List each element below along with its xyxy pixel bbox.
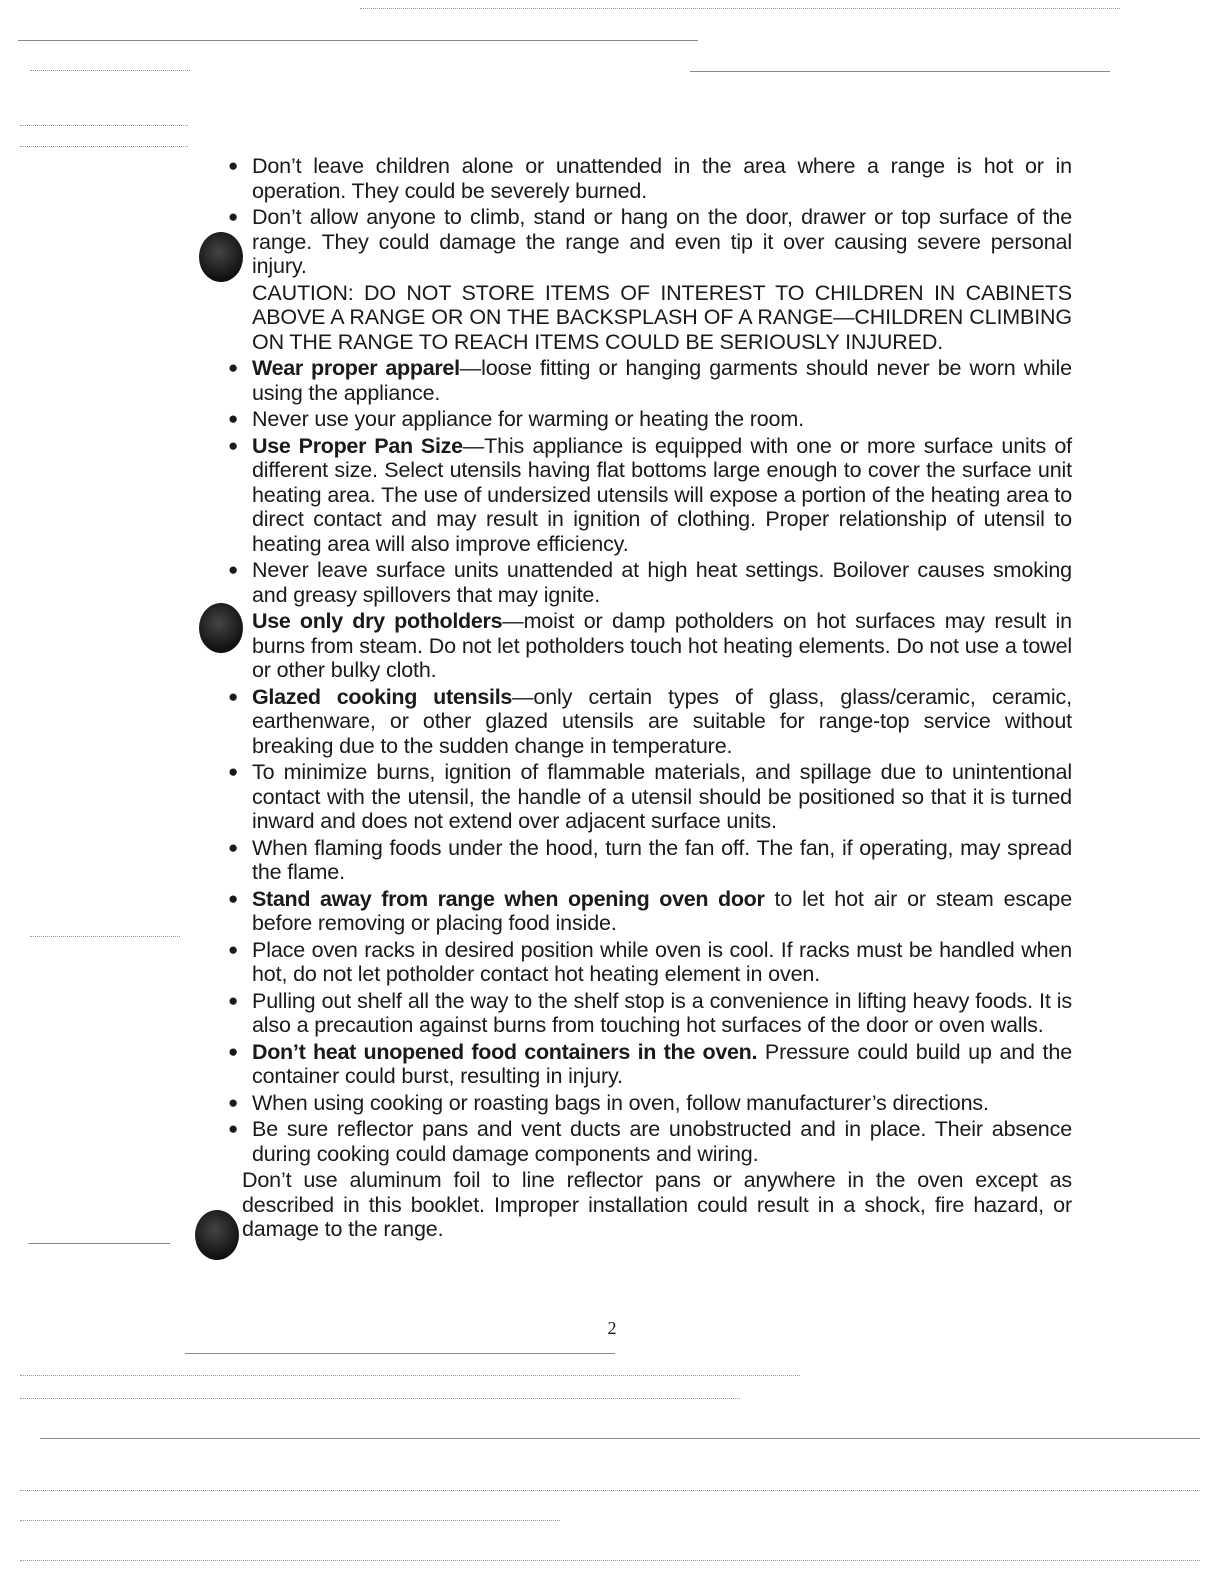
item-text: To minimize burns, ignition of flammable materials, and spillage due to unintentional contact with the utensil, the handle of a utensil should be positioned so that it is turned inward and does not extend over adjacent surface units. bbox=[252, 760, 1072, 833]
scan-artifact-line bbox=[20, 1398, 740, 1399]
bullet-icon: ● bbox=[228, 156, 239, 175]
item-text: Place oven racks in desired position while oven is cool. If racks must be handled when hot, do not let potholder contact hot heating element in oven. bbox=[252, 937, 1072, 986]
item-text: Never leave surface units unattended at high heat settings. Boilover causes smoking and greasy spillovers that may ignite. bbox=[252, 558, 1072, 607]
bullet-icon: ● bbox=[228, 939, 239, 959]
scan-artifact-line bbox=[360, 8, 1120, 9]
continuation-paragraph: Don’t use aluminum foil to line reflector pans or anywhere in the oven except as described in this booklet. Improper installation could result in a shock, fire hazard, or damage to the range. bbox=[242, 1168, 1072, 1241]
list-item bbox=[226, 938, 1072, 987]
bullet-icon: ● bbox=[228, 762, 239, 781]
scan-artifact-line bbox=[185, 1353, 615, 1354]
item-text: Don’t allow anyone to climb, stand or hang on the door, drawer or top surface of the range. They could damage the range and even tip it over causing severe personal injury. bbox=[252, 205, 1072, 278]
list-item bbox=[226, 836, 1072, 885]
bullet-icon: ● bbox=[228, 1041, 239, 1061]
item-text: Pressure could build up and the container could burst, resulting in injury. bbox=[252, 1039, 1073, 1088]
item-lead: Wear proper apparel bbox=[252, 356, 460, 380]
list-item bbox=[226, 407, 1072, 432]
bullet-icon: ● bbox=[228, 837, 239, 857]
bullet-icon: ● bbox=[228, 409, 239, 428]
bullet-icon: ● bbox=[228, 435, 239, 455]
list-item bbox=[226, 558, 1072, 607]
scan-artifact-line bbox=[20, 125, 188, 126]
list-item bbox=[226, 1117, 1072, 1166]
scan-artifact-line bbox=[20, 1560, 1200, 1561]
scan-artifact-line bbox=[28, 1243, 170, 1244]
scan-artifact-line bbox=[30, 936, 180, 937]
list-item bbox=[226, 1040, 1072, 1089]
bullet-icon: ● bbox=[228, 990, 239, 1010]
bullet-icon: ● bbox=[228, 1119, 239, 1138]
bullet-icon: ● bbox=[228, 686, 239, 706]
item-text: —moist or damp potholders on hot surfaces may result in burns from steam. Do not let potholders touch hot heating elements. Do not use a towel or other bulky cloth. bbox=[252, 609, 1072, 682]
item-lead: Don’t heat unopened food containers in the oven. bbox=[252, 1039, 758, 1064]
scan-artifact-line bbox=[40, 1438, 1200, 1439]
bullet-icon: ● bbox=[228, 888, 239, 908]
item-lead: Glazed cooking utensils bbox=[252, 684, 513, 709]
item-lead: Stand away from range when opening oven door bbox=[252, 886, 765, 911]
page-number: 2 bbox=[607, 1318, 617, 1338]
item-text: —only certain types of glass, glass/ceramic, ceramic, earthenware, or other glazed utensils are suitable for range-top service without breaking due to the sudden change in temperature. bbox=[252, 684, 1072, 758]
item-text: Never use your appliance for warming or heating the room. bbox=[252, 407, 804, 431]
list-item bbox=[226, 760, 1072, 834]
bullet-icon: ● bbox=[228, 358, 239, 377]
list-item bbox=[226, 205, 1072, 279]
item-text: Be sure reflector pans and vent ducts are unobstructed and in place. Their absence during cooking could damage components and wiring. bbox=[252, 1117, 1072, 1166]
list-item bbox=[226, 989, 1072, 1038]
scan-artifact-line bbox=[20, 1490, 1200, 1491]
item-text: to let hot air or steam escape before removing or placing food inside. bbox=[252, 886, 1073, 935]
scan-artifact-line bbox=[20, 1375, 800, 1376]
bullet-icon: ● bbox=[228, 1092, 239, 1112]
item-text: When using cooking or roasting bags in oven, follow manufacturer’s directions. bbox=[252, 1090, 989, 1115]
list-item bbox=[226, 1091, 1072, 1116]
list-item bbox=[226, 434, 1072, 557]
scan-artifact-line bbox=[30, 70, 190, 71]
list-item bbox=[226, 609, 1072, 683]
list-item bbox=[226, 887, 1072, 936]
scan-artifact-line bbox=[690, 71, 1110, 72]
item-lead: Use Proper Pan Size bbox=[252, 433, 463, 458]
list-item bbox=[226, 154, 1072, 203]
item-text: Don’t leave children alone or unattended in the area where a range is hot or in operation. They could be severely burned. bbox=[252, 154, 1072, 203]
item-text: Pulling out shelf all the way to the shelf stop is a convenience in lifting heavy foods. It is also a precaution against burns from touching hot surfaces of the door or oven walls. bbox=[252, 988, 1072, 1037]
list-item bbox=[226, 356, 1072, 405]
item-text: —loose fitting or hanging garments should never be worn while using the appliance. bbox=[252, 356, 1072, 405]
scan-artifact-line bbox=[20, 1520, 560, 1521]
item-text: —This appliance is equipped with one or more surface units of different size. Select utensils having flat bottoms large enough to cover the surface unit heating area. The use of undersized utensils will expose a portion of the heating area to direct contact and may result in ignition of clothing. Proper relationship of utensil to heating area will also improve efficiency. bbox=[252, 433, 1072, 556]
scan-artifact-line bbox=[20, 146, 188, 147]
caution-paragraph: CAUTION: DO NOT STORE ITEMS OF INTEREST TO CHILDREN IN CABINETS ABOVE A RANGE OR ON THE BACKSPLASH OF A RANGE—CHILDREN CLIMBING ON THE RANGE TO REACH ITEMS COULD BE SERIOUSLY INJURED. bbox=[252, 280, 1072, 354]
bullet-icon: ● bbox=[228, 207, 239, 226]
safety-instructions bbox=[226, 154, 1072, 1244]
item-text: When flaming foods under the hood, turn the fan off. The fan, if operating, may spread the flame. bbox=[252, 835, 1072, 884]
scan-artifact-line bbox=[18, 40, 698, 41]
bullet-icon: ● bbox=[228, 560, 239, 579]
list-item bbox=[226, 685, 1072, 759]
item-lead: Use only dry potholders bbox=[252, 609, 503, 633]
